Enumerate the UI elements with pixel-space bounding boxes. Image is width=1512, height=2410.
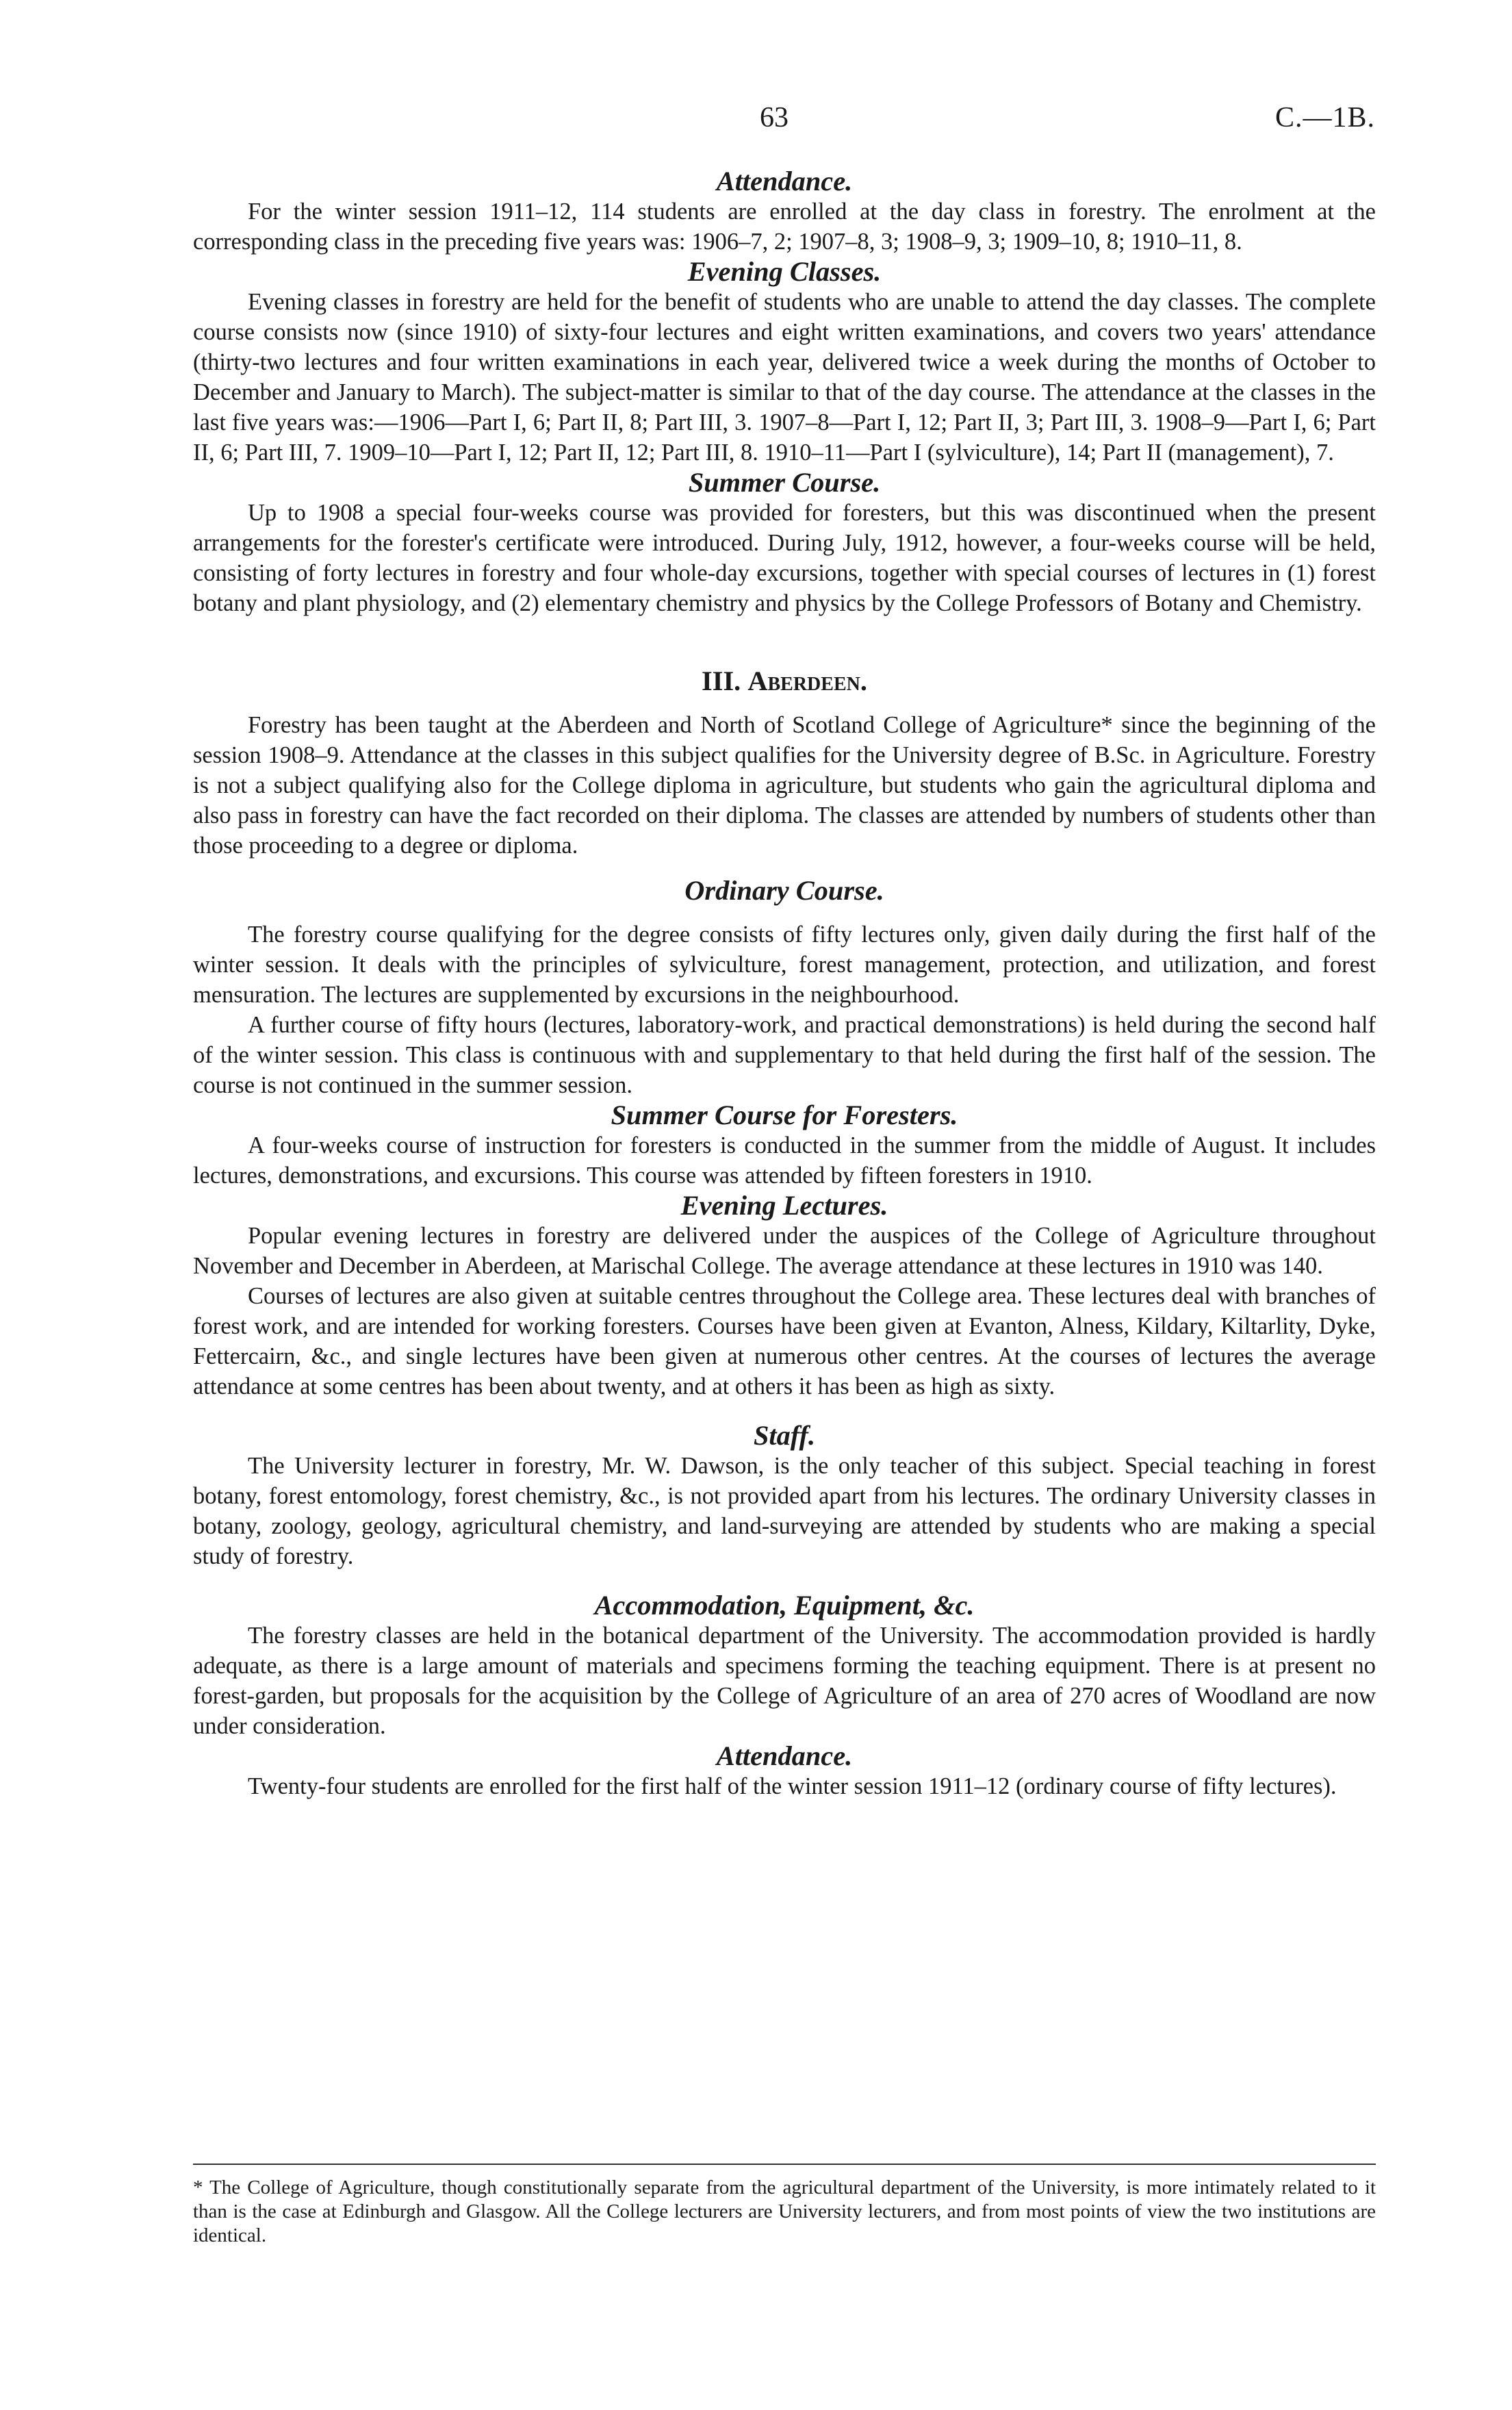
heading-attendance-2: Attendance. (716, 1740, 853, 1771)
footnote-marker: * (193, 2177, 203, 2198)
section-title: Aberdeen. (747, 665, 867, 696)
heading-aberdeen (193, 666, 1376, 696)
heading-accommodation: Accommodation, Equipment, &c. (594, 1590, 975, 1621)
footnote (193, 2176, 1376, 2248)
heading-attendance: Attendance. (716, 166, 853, 196)
paragraph-accommodation: The forestry classes are held in the botanical department of the University. The accommodation provided is hardly adequate, as there is a large amount of materials and specimens forming the teaching equipment. There is at present no forest-garden, but proposals for the acquisition by the College of Agriculture of an area of 270 acres of Woodland are now under consideration. (193, 1623, 1376, 1739)
heading-summer-course: Summer Course. (688, 467, 881, 498)
body-text (193, 166, 1376, 1801)
section-number: III. (702, 665, 741, 696)
paragraph-staff: The University lecturer in forestry, Mr. W. Dawson, is the only teacher of this subject. Special teaching in forest botany, forest entomology, forest chemistry, &c., is not provided apart from his lectures. The ordinary University classes in botany, zoology, geology, agricultural chemistry, and land-surveying are attended by students who are making a special study of forestry. (193, 1453, 1376, 1569)
heading-evening-classes: Evening Classes. (687, 256, 882, 287)
page-header (0, 101, 1512, 142)
heading-summer-course-foresters: Summer Course for Foresters. (611, 1100, 958, 1130)
paragraph-evening-lectures-2: Courses of lectures are also given at suitable centres throughout the College area. These lectures deal with branches of forest work, and are intended for working foresters. Courses have been given at Evanton, Alness, Kildary, Kiltarlity, Dyke, Fettercairn, &c., and single lectures have been given at numerous other centres. At the courses of lectures the average attendance at some centres has been about twenty, and at others it has been as high as sixty. (193, 1283, 1376, 1399)
spacer (193, 696, 1376, 710)
document-code: C.—1B. (1274, 102, 1375, 134)
paragraph-summer-course-foresters: A four-weeks course of instruction for foresters is conducted in the summer from the middle of August. It includes lectures, demonstrations, and excursions. This course was attended by fifteen foresters in 1910. (193, 1132, 1376, 1189)
heading-evening-lectures: Evening Lectures. (680, 1190, 888, 1221)
paragraph-attendance: For the winter session 1911–12, 114 students are enrolled at the day class in forestry. The enrolment at the corresponding class in the preceding five years was: 1906–7, 2; 1907–8, 3; 1908–9, 3; 1909–10, 8; 1910–11, 8. (193, 199, 1376, 255)
spacer (193, 861, 1376, 876)
footnote-text: The College of Agriculture, though constitutionally separate from the agricultural department of the University, is more intimately related to it than is the case at Edinburgh and Glasgow. All the College lecturers are University lecturers, and from most points of view the two institutions are identical. (193, 2177, 1376, 2246)
section-spacer (193, 618, 1376, 666)
spacer (193, 1571, 1376, 1590)
heading-ordinary-course: Ordinary Course. (684, 875, 884, 906)
heading-staff: Staff. (753, 1420, 816, 1451)
spacer (193, 1401, 1376, 1421)
paragraph-attendance-2: Twenty-four students are enrolled for the first half of the winter session 1911–12 (ordinary course of fifty lectures). (248, 1773, 1337, 1799)
spacer (193, 906, 1376, 919)
paragraph-ordinary-course-2: A further course of fifty hours (lectures, laboratory-work, and practical demonstrations) is held during the second half of the winter session. This class is continuous with and supplementary to that held during the first half of the session. The course is not continued in the summer session. (193, 1012, 1376, 1098)
paragraph-ordinary-course-1: The forestry course qualifying for the degree consists of fifty lectures only, given daily during the first half of the winter session. It deals with the principles of sylviculture, forest management, protection, and utilization, and forest mensuration. The lectures are supplemented by excursions in the neighbourhood. (193, 922, 1376, 1008)
paragraph-evening-classes: Evening classes in forestry are held for the benefit of students who are unable to attend the day classes. The complete course consists now (since 1910) of sixty-four lectures and eight written examinations, and covers two years' attendance (thirty-two lectures and four written examinations in each year, delivered twice a week during the months of October to December and January to March). The subject-matter is similar to that of the day course. The attendance at the classes in the last five years was:—1906—Part I, 6; Part II, 8; Part III, 3. 1907–8—Part I, 12; Part II, 3; Part III, 3. 1908–9—Part I, 6; Part II, 6; Part III, 7. 1909–10—Part I, 12; Part II, 12; Part III, 8. 1910–11—Part I (sylviculture), 14; Part II (management), 7. (193, 289, 1376, 466)
paragraph-evening-lectures-1: Popular evening lectures in forestry are delivered under the auspices of the College of Agriculture throughout November and December in Aberdeen, at Marischal College. The average attendance at these lectures in 1910 was 140. (193, 1223, 1376, 1279)
paragraph-summer-course: Up to 1908 a special four-weeks course was provided for foresters, but this was discontinued when the present arrangements for the forester's certificate were introduced. During July, 1912, however, a four-weeks course will be held, consisting of forty lectures in forestry and four whole-day excursions, together with special courses of lectures in (1) forest botany and plant physiology, and (2) elementary chemistry and physics by the College Professors of Botany and Chemistry. (193, 500, 1376, 616)
footnote-divider (193, 2164, 1376, 2165)
page-number: 63 (760, 102, 789, 134)
paragraph-aberdeen: Forestry has been taught at the Aberdeen and North of Scotland College of Agriculture* since the beginning of the session 1908–9. Attendance at the classes in this subject qualifies for the University degree of B.Sc. in Agriculture. Forestry is not a subject qualifying also for the College diploma in agriculture, but students who gain the agricultural diploma and also pass in forestry can have the fact recorded on their diploma. The classes are attended by numbers of students other than those proceeding to a degree or diploma. (193, 712, 1376, 859)
